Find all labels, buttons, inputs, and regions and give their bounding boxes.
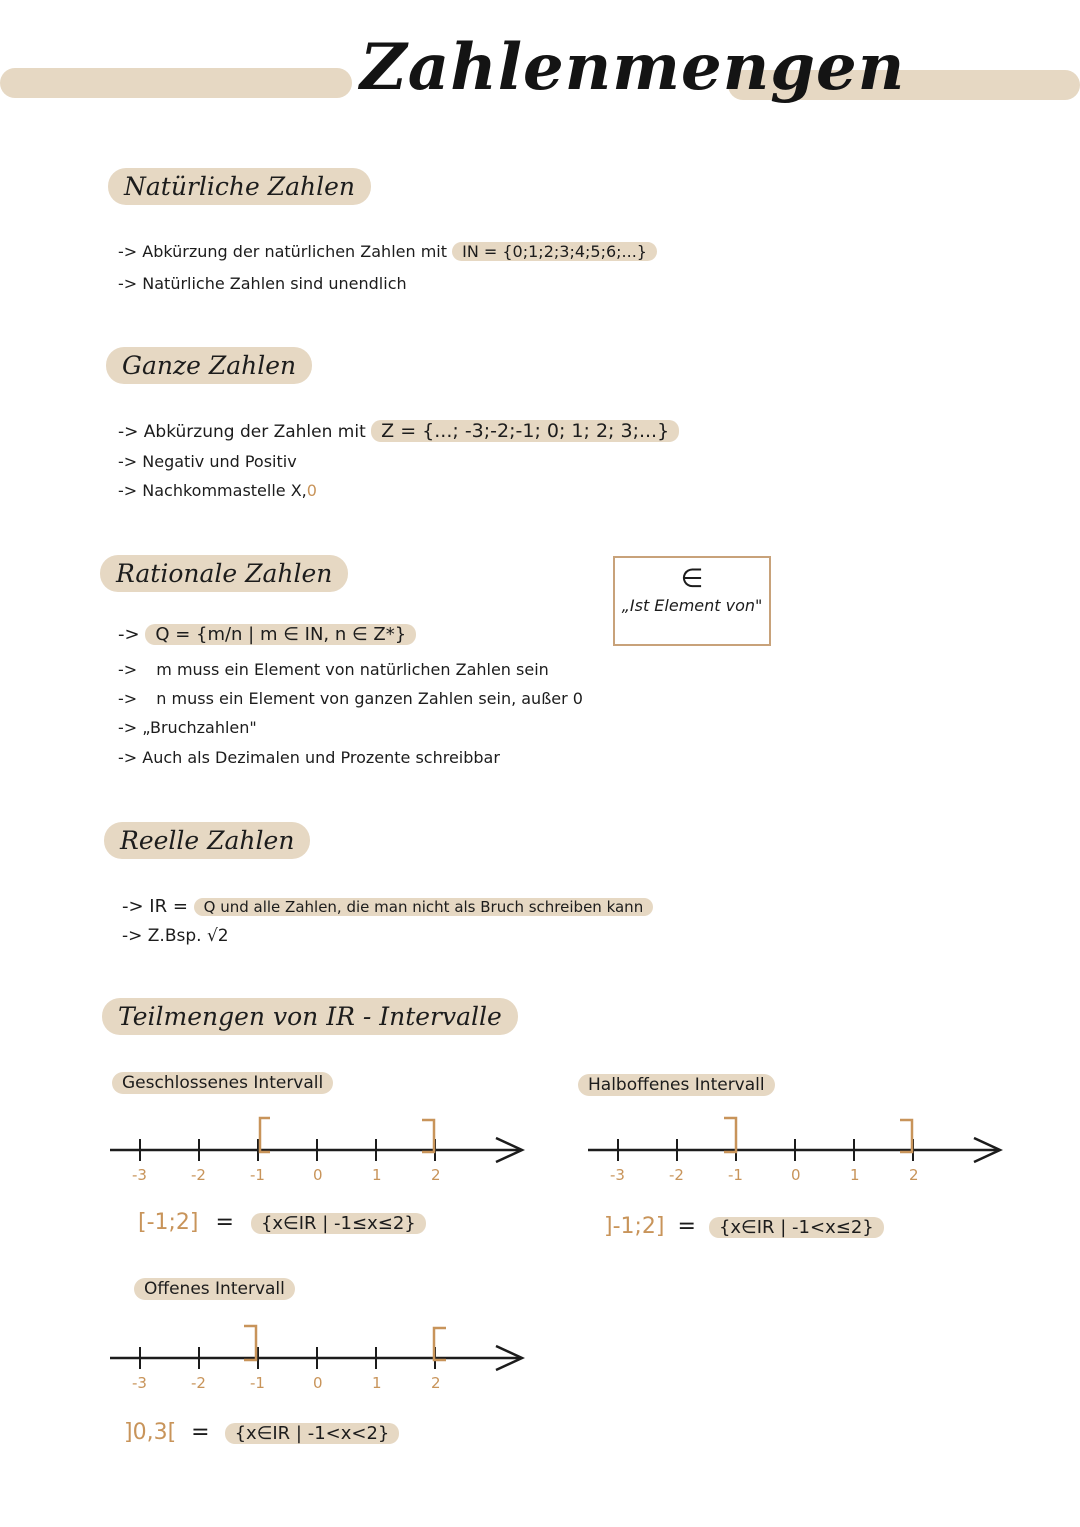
open-tick-label-1: -3	[132, 1374, 147, 1392]
rational-line-3	[118, 689, 583, 708]
real-highlight: Q und alle Zahlen, die man nicht als Bruch schreiben kann	[194, 898, 654, 916]
rational-line-2-text: m muss ein Element von natürlichen Zahlen sein	[156, 660, 549, 679]
natural-set-highlight: IN = {0;1;2;3;4;5;6;...}	[452, 242, 657, 261]
rational-line-4	[118, 718, 257, 737]
halfopen-tick-label-6: 2	[909, 1166, 919, 1184]
halfopen-interval-label: Halboffenes Intervall	[578, 1074, 775, 1096]
closed-tick-label-1: -3	[132, 1166, 147, 1184]
heading-natural-numbers: Natürliche Zahlen	[108, 168, 371, 205]
natural-line-2: -> Natürliche Zahlen sind unendlich	[118, 274, 407, 293]
closed-tick-label-5: 1	[372, 1166, 382, 1184]
heading-intervals: Teilmengen von IR - Intervalle	[102, 998, 518, 1035]
open-interval-set: {x∈IR | -1<x<2}	[225, 1423, 400, 1444]
integer-line-3-text: -> Nachkommastelle X,	[118, 481, 307, 500]
rational-arrow-3: ->	[118, 689, 138, 708]
rational-arrow-4: ->	[118, 718, 138, 737]
integer-line-1	[118, 420, 679, 442]
natural-line-1-text: -> Abkürzung der natürlichen Zahlen mit	[118, 242, 448, 261]
halfopen-left-bracket	[724, 1118, 736, 1152]
element-of-symbol: ∈	[680, 564, 704, 594]
header-bar-left	[0, 68, 352, 98]
integer-set-highlight: Z = {...; -3;-2;-1; 0; 1; 2; 3;...}	[371, 420, 679, 442]
closed-tick-label-3: -1	[250, 1166, 265, 1184]
closed-left-bracket	[260, 1118, 270, 1152]
rational-line-1	[118, 624, 416, 645]
open-left-bracket	[244, 1326, 256, 1360]
integer-line-2: -> Negativ und Positiv	[118, 452, 297, 471]
closed-tick-label-4: 0	[313, 1166, 323, 1184]
real-line-1	[122, 896, 653, 917]
halfopen-tick-label-3: -1	[728, 1166, 743, 1184]
natural-line-1	[118, 242, 657, 261]
page-title: Zahlenmengen	[360, 30, 906, 105]
rational-line-2	[118, 660, 549, 679]
halfopen-interval-equals: =	[677, 1214, 696, 1239]
rational-line-5: -> Auch als Dezimalen und Prozente schreibbar	[118, 748, 500, 767]
open-interval-label: Offenes Intervall	[134, 1278, 295, 1300]
integer-line-1-text: -> Abkürzung der Zahlen mit	[118, 422, 366, 442]
closed-number-line	[100, 1112, 540, 1192]
closed-interval-notation: [-1;2]	[138, 1210, 199, 1235]
integer-line-3-zero: 0	[306, 481, 317, 500]
integer-line-3	[118, 481, 317, 500]
closed-interval-equals: =	[215, 1210, 234, 1235]
open-interval-equals: =	[191, 1420, 210, 1445]
closed-tick-label-6: 2	[431, 1166, 441, 1184]
closed-interval-label: Geschlossenes Intervall	[112, 1072, 333, 1094]
closed-interval-set: {x∈IR | -1≤x≤2}	[251, 1213, 426, 1234]
rational-arrow-1: ->	[118, 624, 140, 645]
halfopen-right-bracket	[900, 1120, 912, 1152]
halfopen-interval-set: {x∈IR | -1<x≤2}	[709, 1217, 884, 1238]
closed-interval-formula	[138, 1210, 426, 1235]
heading-rational-numbers: Rationale Zahlen	[100, 555, 348, 592]
closed-tick-label-2: -2	[191, 1166, 206, 1184]
halfopen-tick-label-5: 1	[850, 1166, 860, 1184]
heading-integers: Ganze Zahlen	[106, 347, 312, 384]
rational-line-4-text: „Bruchzahlen"	[142, 718, 257, 737]
rational-set-highlight: Q = {m/n | m ∈ IN, n ∈ Z*}	[145, 624, 416, 645]
heading-real-numbers: Reelle Zahlen	[104, 822, 310, 859]
open-interval-notation: ]0,3[	[124, 1420, 177, 1445]
open-number-line	[100, 1320, 540, 1400]
open-interval-formula	[124, 1420, 399, 1445]
element-of-box	[613, 556, 771, 646]
rational-arrow-2: ->	[118, 660, 138, 679]
open-tick-label-5: 1	[372, 1374, 382, 1392]
halfopen-number-line	[578, 1112, 1018, 1192]
open-tick-label-4: 0	[313, 1374, 323, 1392]
closed-right-bracket	[422, 1120, 434, 1152]
halfopen-tick-label-1: -3	[610, 1166, 625, 1184]
rational-line-3-text: n muss ein Element von ganzen Zahlen sein, außer 0	[156, 689, 583, 708]
halfopen-tick-label-2: -2	[669, 1166, 684, 1184]
open-tick-label-6: 2	[431, 1374, 441, 1392]
element-of-text: „Ist Element von"	[621, 596, 763, 615]
halfopen-tick-label-4: 0	[791, 1166, 801, 1184]
halfopen-interval-formula	[604, 1214, 884, 1239]
real-line-1-text: -> IR =	[122, 896, 188, 917]
open-tick-label-3: -1	[250, 1374, 265, 1392]
real-line-2: -> Z.Bsp. √2	[122, 926, 229, 946]
open-tick-label-2: -2	[191, 1374, 206, 1392]
halfopen-interval-notation: ]-1;2]	[604, 1214, 665, 1239]
